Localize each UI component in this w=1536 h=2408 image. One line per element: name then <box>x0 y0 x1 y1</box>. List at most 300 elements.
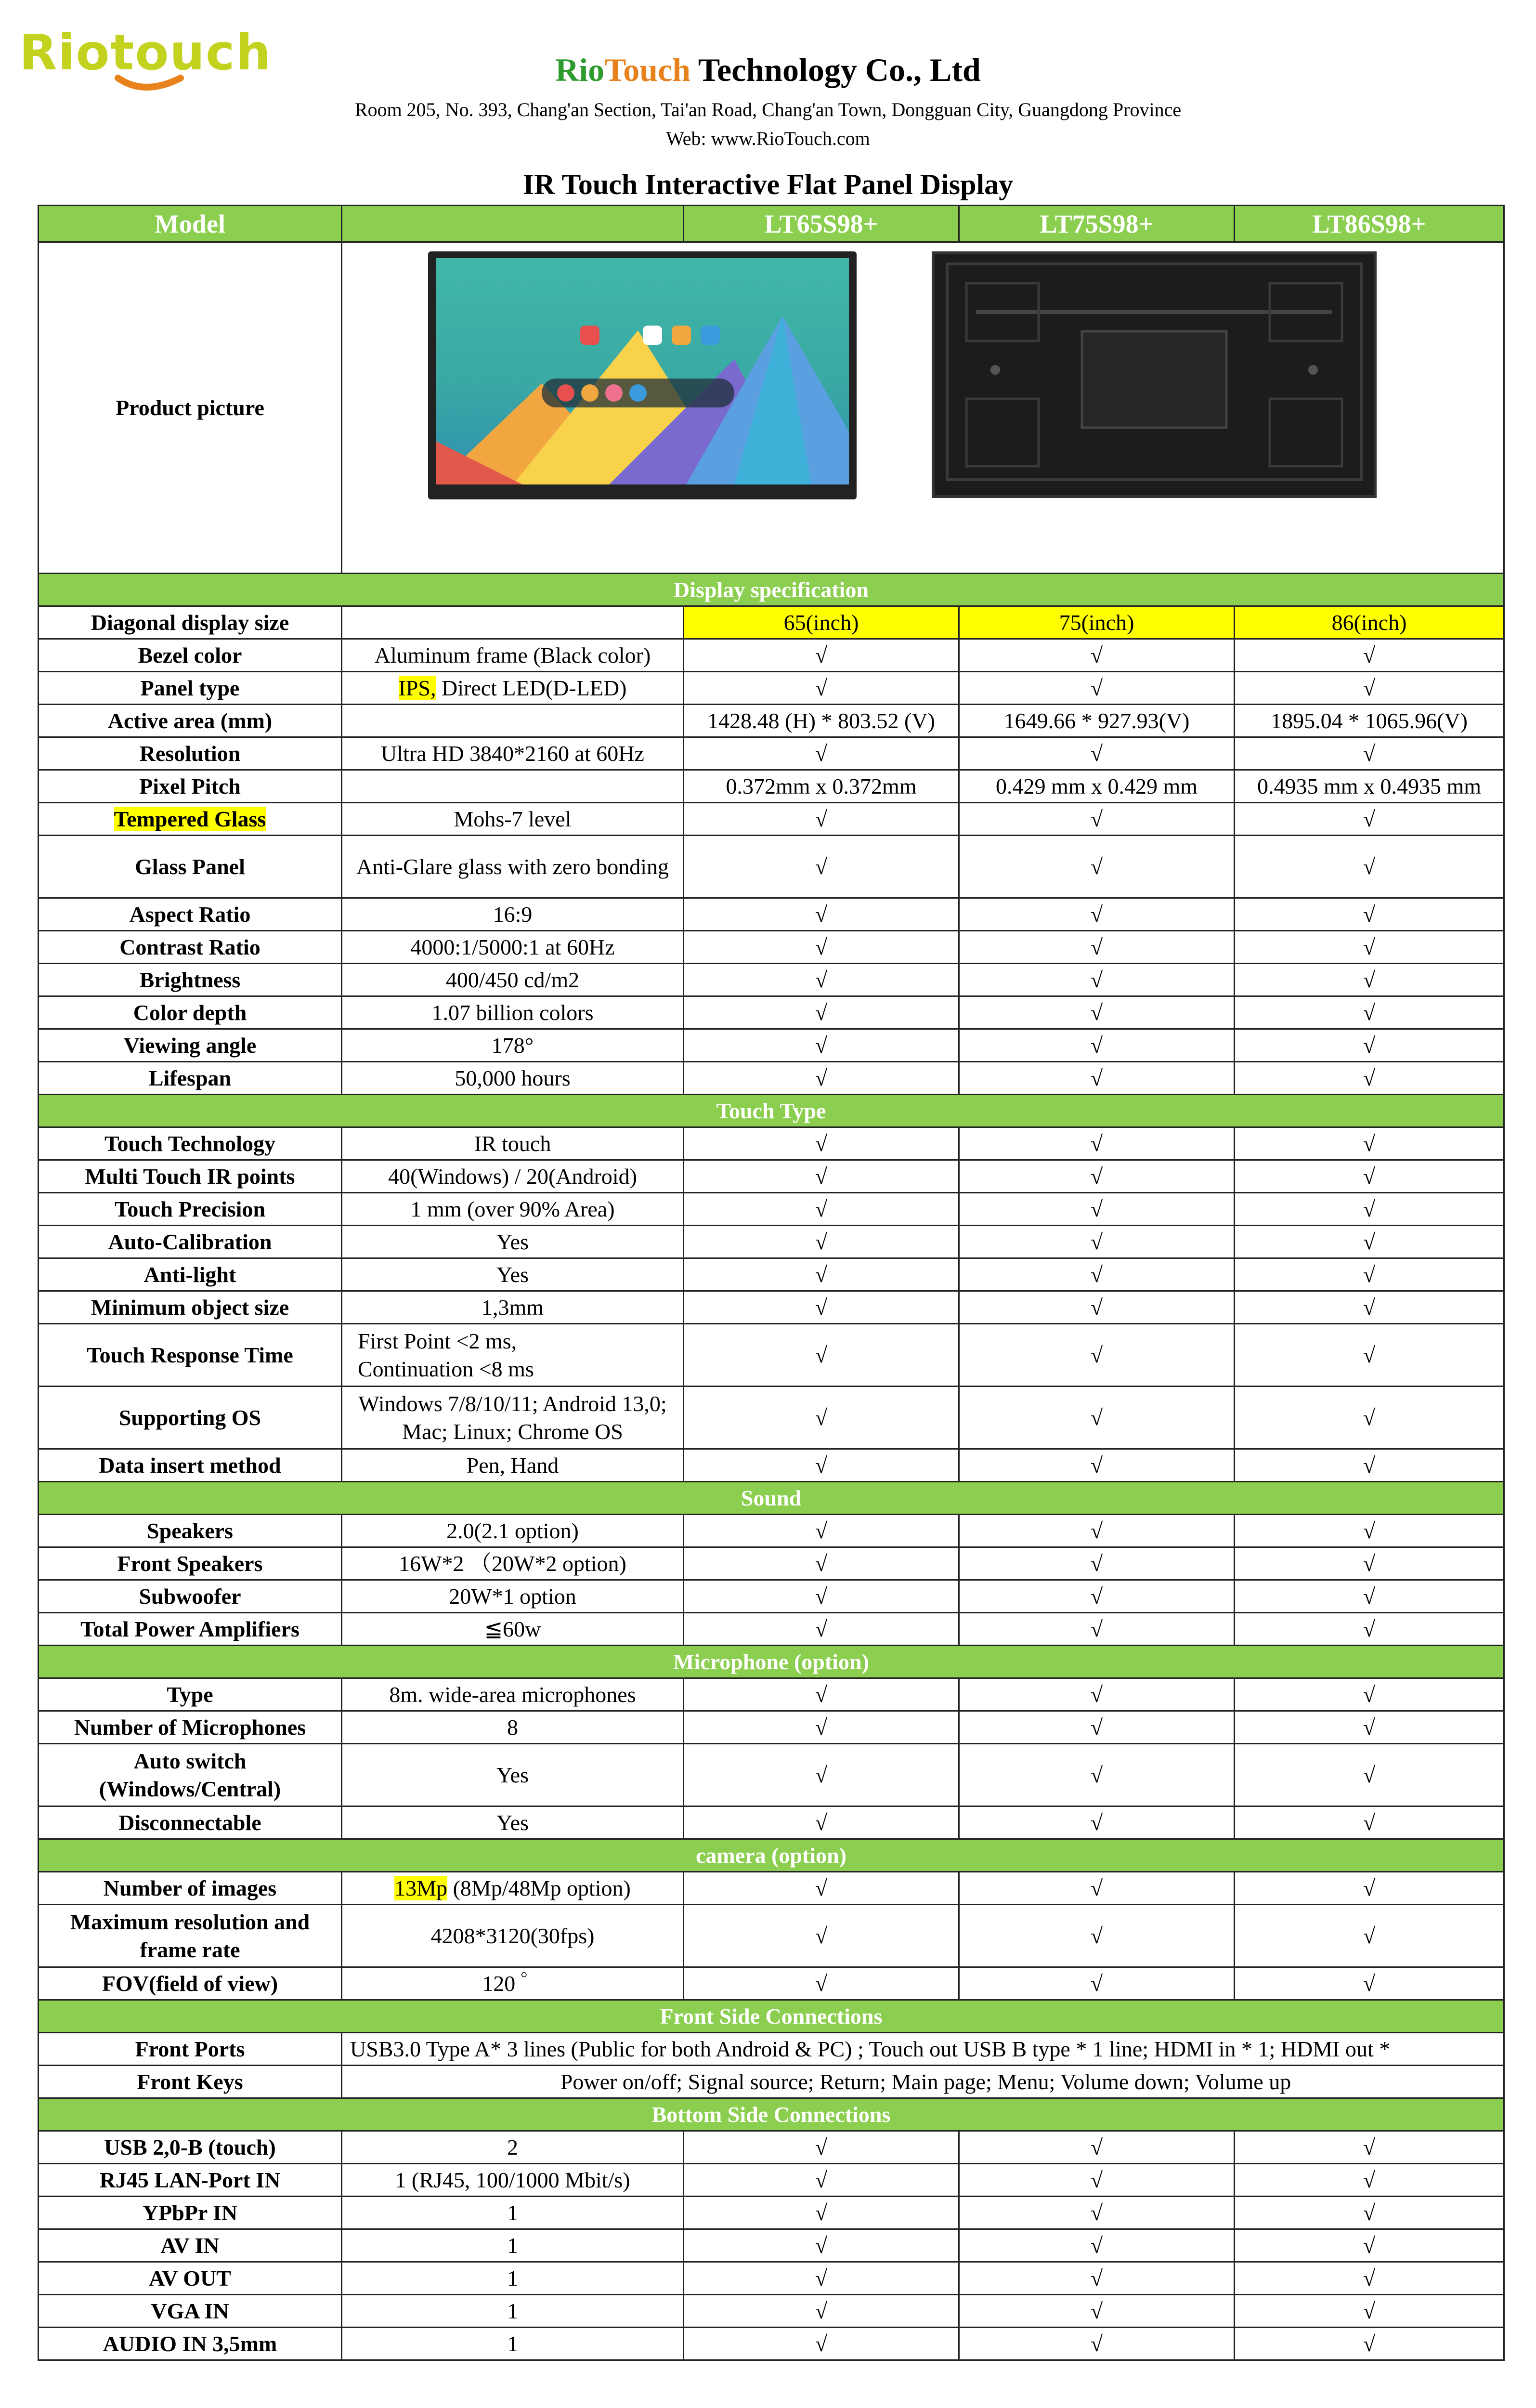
row-value-model-1: √ <box>684 2295 959 2328</box>
panel-back-icon <box>937 254 1371 489</box>
row-label: Front Keys <box>39 2066 342 2098</box>
row-description-text: 4000:1/5000:1 at 60Hz <box>410 934 615 959</box>
row-description <box>342 1387 684 1449</box>
row-description <box>342 1324 684 1387</box>
row-description-text: IR touch <box>474 1131 551 1156</box>
row-label: YPbPr IN <box>39 2197 342 2229</box>
row-label: Total Power Amplifiers <box>39 1613 342 1646</box>
row-value-model-3: 1895.04 * 1065.96(V) <box>1235 705 1504 737</box>
row-description-text: 8 <box>507 1714 518 1740</box>
row-label: Supporting OS <box>39 1387 342 1449</box>
row-value-model-3: √ <box>1235 898 1504 931</box>
row-label: Touch Precision <box>39 1193 342 1226</box>
row-value-model-2: √ <box>959 1226 1235 1258</box>
row-value-model-2: √ <box>959 1967 1235 2000</box>
spec-row <box>39 931 1504 964</box>
section-title: Bottom Side Connections <box>39 2098 1504 2131</box>
spec-row <box>39 1872 1504 1905</box>
row-value-model-1: √ <box>684 2229 959 2262</box>
row-description-line: Continuation <8 ms <box>358 1356 534 1381</box>
spec-row <box>39 1967 1504 2000</box>
spec-row <box>39 639 1504 672</box>
row-description <box>342 964 684 996</box>
row-value-model-1: √ <box>684 737 959 770</box>
document-title: IR Touch Interactive Flat Panel Display <box>522 169 1014 200</box>
row-description <box>342 2295 684 2328</box>
row-description-text: 1 <box>507 2265 518 2290</box>
row-description <box>342 1029 684 1062</box>
row-label: Active area (mm) <box>39 705 342 737</box>
row-value-model-1: √ <box>684 1324 959 1387</box>
row-value-model-1: 1428.48 (H) * 803.52 (V) <box>684 705 959 737</box>
row-description <box>342 836 684 898</box>
row-description-text: 50,000 hours <box>455 1065 571 1090</box>
row-value-model-2: √ <box>959 1160 1235 1193</box>
row-value-model-3: √ <box>1235 1678 1504 1711</box>
row-value-model-3: √ <box>1235 1062 1504 1095</box>
section-title: Display specification <box>39 574 1504 606</box>
row-value-model-1: √ <box>684 1226 959 1258</box>
row-description-text: 1 <box>507 2233 518 2258</box>
row-label: Auto switch (Windows/Central) <box>39 1744 342 1806</box>
spec-row <box>39 1193 1504 1226</box>
row-value-model-3: √ <box>1235 2197 1504 2229</box>
row-label: USB 2,0-B (touch) <box>39 2131 342 2164</box>
row-description <box>342 705 684 737</box>
row-description <box>342 803 684 836</box>
spec-row <box>39 2295 1504 2328</box>
spec-row <box>39 1905 1504 1967</box>
row-value-model-2: √ <box>959 1387 1235 1449</box>
row-value-model-2: √ <box>959 1744 1235 1806</box>
spec-row <box>39 2131 1504 2164</box>
row-value-model-2: √ <box>959 1613 1235 1646</box>
row-description <box>342 737 684 770</box>
spec-row <box>39 2262 1504 2295</box>
company-name-touch: Touch <box>604 52 691 88</box>
row-label: Disconnectable <box>39 1806 342 1839</box>
row-label: Type <box>39 1678 342 1711</box>
row-description <box>342 1226 684 1258</box>
row-value-model-1: √ <box>684 1160 959 1193</box>
row-description <box>342 1258 684 1291</box>
row-description <box>342 2164 684 2197</box>
row-description <box>342 1905 684 1967</box>
row-value-model-3: √ <box>1235 2328 1504 2360</box>
row-value-model-2: √ <box>959 2164 1235 2197</box>
row-description <box>342 606 684 639</box>
row-label: Front Speakers <box>39 1547 342 1580</box>
panel-back-image <box>932 251 1377 498</box>
section-header-row <box>39 574 1504 606</box>
row-label: Contrast Ratio <box>39 931 342 964</box>
spec-row <box>39 1226 1504 1258</box>
row-value-model-2: √ <box>959 996 1235 1029</box>
header-model-3: LT86S98+ <box>1235 206 1504 242</box>
row-label: AV OUT <box>39 2262 342 2295</box>
row-value-model-1: √ <box>684 2262 959 2295</box>
row-value-model-2: √ <box>959 803 1235 836</box>
row-description <box>342 1806 684 1839</box>
row-value-model-3: √ <box>1235 639 1504 672</box>
row-value-model-3: 0.4935 mm x 0.4935 mm <box>1235 770 1504 803</box>
row-description-text: Yes <box>496 1810 529 1835</box>
row-value-model-3: 86(inch) <box>1235 606 1504 639</box>
spec-row <box>39 1258 1504 1291</box>
row-value-model-3: √ <box>1235 2229 1504 2262</box>
row-value-model-1: √ <box>684 1613 959 1646</box>
header-model-1: LT65S98+ <box>684 206 959 242</box>
row-label: Resolution <box>39 737 342 770</box>
row-description <box>342 672 684 705</box>
row-description-text: 2.0(2.1 option) <box>446 1518 579 1543</box>
row-value-model-2: √ <box>959 1547 1235 1580</box>
row-description-text: 1 mm (over 90% Area) <box>410 1196 615 1221</box>
row-description <box>342 1547 684 1580</box>
panel-front-screen <box>436 258 849 484</box>
row-value-model-2: √ <box>959 2295 1235 2328</box>
row-description <box>342 2131 684 2164</box>
row-description-text: 1 <box>507 2200 518 2225</box>
spec-row <box>39 2164 1504 2197</box>
product-picture-cell <box>342 242 1504 574</box>
row-value-model-2: √ <box>959 1905 1235 1967</box>
spec-row <box>39 964 1504 996</box>
row-description <box>342 1291 684 1324</box>
row-value-model-2: √ <box>959 1515 1235 1547</box>
row-label: Multi Touch IR points <box>39 1160 342 1193</box>
spec-row <box>39 1062 1504 1095</box>
row-value-model-1: √ <box>684 1029 959 1062</box>
section-header-row <box>39 2000 1504 2033</box>
row-description <box>342 1515 684 1547</box>
row-value-model-3: √ <box>1235 1806 1504 1839</box>
spec-row <box>39 1029 1504 1062</box>
row-label: Touch Response Time <box>39 1324 342 1387</box>
row-value-model-3: √ <box>1235 2295 1504 2328</box>
row-label: Number of images <box>39 1872 342 1905</box>
row-value-model-2: √ <box>959 2328 1235 2360</box>
row-value-model-3: √ <box>1235 1905 1504 1967</box>
row-value-model-2: √ <box>959 2197 1235 2229</box>
row-label: Subwoofer <box>39 1580 342 1613</box>
row-description-text: Ultra HD 3840*2160 at 60Hz <box>381 741 644 766</box>
row-value-model-2: √ <box>959 639 1235 672</box>
row-value-model-1: √ <box>684 1258 959 1291</box>
spec-row <box>39 606 1504 639</box>
row-label: Diagonal display size <box>39 606 342 639</box>
row-description-text: Yes <box>496 1229 529 1254</box>
row-description-text: Windows 7/8/10/11; Android 13,0; Mac; Linux; Chrome OS <box>358 1391 667 1444</box>
company-web: Web: www.RioTouch.com <box>666 128 870 149</box>
row-description <box>342 770 684 803</box>
row-description-line: First Point <2 ms, <box>358 1328 517 1353</box>
row-label: VGA IN <box>39 2295 342 2328</box>
row-value-model-2: √ <box>959 1324 1235 1387</box>
row-value-model-1: √ <box>684 1127 959 1160</box>
row-value-model-3: √ <box>1235 2131 1504 2164</box>
spec-row <box>39 2066 1504 2098</box>
row-value-model-1: √ <box>684 964 959 996</box>
company-name <box>0 48 1536 92</box>
row-value-model-1: √ <box>684 1193 959 1226</box>
row-span-value: USB3.0 Type A* 3 lines (Public for both Android & PC) ; Touch out USB B type * 1 line; HDMI in * 1; HDMI out * <box>342 2033 1504 2066</box>
row-value-model-1: √ <box>684 1678 959 1711</box>
row-description-text: 400/450 cd/m2 <box>445 967 580 992</box>
row-value-model-2: √ <box>959 1449 1235 1482</box>
spec-row <box>39 1580 1504 1613</box>
row-description-text: Anti-Glare glass with zero bonding <box>356 854 669 879</box>
spec-row <box>39 1160 1504 1193</box>
row-value-model-2: √ <box>959 1193 1235 1226</box>
row-description-text: 20W*1 option <box>449 1584 576 1609</box>
row-description-text: 1 <box>507 2331 518 2356</box>
row-description-text: (8Mp/48Mp option) <box>447 1875 631 1900</box>
spec-row <box>39 2033 1504 2066</box>
row-value-model-2: √ <box>959 1258 1235 1291</box>
row-value-model-3: √ <box>1235 737 1504 770</box>
row-label: Speakers <box>39 1515 342 1547</box>
row-value-model-3: √ <box>1235 1226 1504 1258</box>
row-value-model-3: √ <box>1235 1324 1504 1387</box>
spec-row <box>39 1291 1504 1324</box>
row-description-text: 8m. wide-area microphones <box>389 1682 636 1707</box>
row-description-text: 1 <box>507 2298 518 2323</box>
row-description-highlight: 13Mp <box>394 1875 448 1900</box>
row-value-model-1: √ <box>684 1806 959 1839</box>
row-description-text: 1.07 billion colors <box>431 1000 594 1025</box>
spec-row <box>39 836 1504 898</box>
row-value-model-2: √ <box>959 898 1235 931</box>
row-value-model-3: √ <box>1235 1967 1504 2000</box>
row-value-model-1: √ <box>684 1449 959 1482</box>
row-value-model-2: √ <box>959 2262 1235 2295</box>
row-value-model-2: √ <box>959 1291 1235 1324</box>
row-value-model-3: √ <box>1235 1160 1504 1193</box>
product-picture-label: Product picture <box>39 242 342 574</box>
spec-row <box>39 1127 1504 1160</box>
spec-row <box>39 1387 1504 1449</box>
spec-table <box>38 205 1505 2361</box>
row-description-text: Yes <box>496 1262 529 1287</box>
spec-row <box>39 1449 1504 1482</box>
row-value-model-1: √ <box>684 898 959 931</box>
row-value-model-2: √ <box>959 2131 1235 2164</box>
row-value-model-3: √ <box>1235 1127 1504 1160</box>
row-value-model-3: √ <box>1235 931 1504 964</box>
row-value-model-2: √ <box>959 1062 1235 1095</box>
row-value-model-3: √ <box>1235 672 1504 705</box>
row-label: Front Ports <box>39 2033 342 2066</box>
row-value-model-1: √ <box>684 2328 959 2360</box>
row-span-value: Power on/off; Signal source; Return; Main page; Menu; Volume down; Volume up <box>342 2066 1504 2098</box>
product-picture-row <box>39 242 1504 574</box>
spec-row <box>39 2197 1504 2229</box>
row-label: AV IN <box>39 2229 342 2262</box>
row-value-model-3: √ <box>1235 1449 1504 1482</box>
row-value-model-1: √ <box>684 672 959 705</box>
row-description-highlight: IPS, <box>398 675 436 700</box>
row-label: Minimum object size <box>39 1291 342 1324</box>
row-value-model-2: √ <box>959 2229 1235 2262</box>
row-label: Pixel Pitch <box>39 770 342 803</box>
row-description <box>342 1678 684 1711</box>
row-value-model-2: √ <box>959 737 1235 770</box>
row-value-model-3: √ <box>1235 1387 1504 1449</box>
row-description-text: 4208*3120(30fps) <box>430 1923 595 1948</box>
row-value-model-3: √ <box>1235 2262 1504 2295</box>
row-value-model-1: √ <box>684 2197 959 2229</box>
table-header-row <box>39 206 1504 242</box>
row-description-text: Yes <box>496 1762 529 1787</box>
row-label: Touch Technology <box>39 1127 342 1160</box>
row-description-text: Aluminum frame (Black color) <box>374 642 651 667</box>
row-value-model-3: √ <box>1235 836 1504 898</box>
row-description <box>342 639 684 672</box>
row-description <box>342 1613 684 1646</box>
row-value-model-1: 0.372mm x 0.372mm <box>684 770 959 803</box>
row-value-model-2: 0.429 mm x 0.429 mm <box>959 770 1235 803</box>
row-description-text: Direct LED(D-LED) <box>436 675 627 700</box>
row-label: Viewing angle <box>39 1029 342 1062</box>
logo-text: Riotouch <box>19 24 272 81</box>
spec-row <box>39 1324 1504 1387</box>
company-name-rio: Rio <box>555 52 605 88</box>
section-header-row <box>39 1482 1504 1515</box>
company-address: Room 205, No. 393, Chang'an Section, Tai'an Road, Chang'an Town, Dongguan City, Guangdong Province <box>354 99 1182 120</box>
row-value-model-2: √ <box>959 836 1235 898</box>
row-description <box>342 1449 684 1482</box>
row-value-model-1: √ <box>684 1967 959 2000</box>
row-value-model-1: √ <box>684 1744 959 1806</box>
row-description-text: 16:9 <box>493 902 533 927</box>
section-title: Touch Type <box>39 1095 1504 1127</box>
row-value-model-1: √ <box>684 1515 959 1547</box>
row-value-model-2: √ <box>959 1711 1235 1744</box>
row-value-model-1: √ <box>684 639 959 672</box>
row-description-text: 178° <box>491 1033 534 1058</box>
row-description <box>342 1872 684 1905</box>
row-description <box>342 1967 684 2000</box>
row-value-model-3: √ <box>1235 1744 1504 1806</box>
row-value-model-3: √ <box>1235 964 1504 996</box>
row-label: Bezel color <box>39 639 342 672</box>
row-label: Brightness <box>39 964 342 996</box>
section-header-row <box>39 1095 1504 1127</box>
section-header-row <box>39 2098 1504 2131</box>
row-label: Anti-light <box>39 1258 342 1291</box>
row-description <box>342 2229 684 2262</box>
row-value-model-2: 1649.66 * 927.93(V) <box>959 705 1235 737</box>
spec-row <box>39 803 1504 836</box>
row-label: Color depth <box>39 996 342 1029</box>
row-description <box>342 1062 684 1095</box>
header-blank <box>342 206 684 242</box>
section-header-row <box>39 1839 1504 1872</box>
row-value-model-1: √ <box>684 2164 959 2197</box>
row-description <box>342 1160 684 1193</box>
row-description-text: 2 <box>507 2134 518 2159</box>
row-description <box>342 1193 684 1226</box>
screen-wallpaper-icon <box>436 258 849 484</box>
row-value-model-3: √ <box>1235 1291 1504 1324</box>
row-value-model-1: √ <box>684 1905 959 1967</box>
row-label: Glass Panel <box>39 836 342 898</box>
row-description <box>342 898 684 931</box>
row-description <box>342 1580 684 1613</box>
row-description-text: 120 ゜ <box>482 1971 543 1996</box>
row-label: Maximum resolution and frame rate <box>39 1905 342 1967</box>
row-value-model-2: √ <box>959 1872 1235 1905</box>
spec-row <box>39 1515 1504 1547</box>
row-value-model-1: √ <box>684 1711 959 1744</box>
row-label-highlight: Tempered Glass <box>114 806 266 831</box>
row-value-model-3: √ <box>1235 1580 1504 1613</box>
row-value-model-1: √ <box>684 1872 959 1905</box>
row-description-text: 1 (RJ45, 100/1000 Mbit/s) <box>395 2167 630 2192</box>
panel-front-image <box>428 251 857 499</box>
spec-row <box>39 1744 1504 1806</box>
spec-row <box>39 2328 1504 2360</box>
row-value-model-2: √ <box>959 1678 1235 1711</box>
row-value-model-3: √ <box>1235 1711 1504 1744</box>
row-value-model-3: √ <box>1235 1547 1504 1580</box>
row-value-model-1: √ <box>684 1291 959 1324</box>
row-value-model-2: √ <box>959 1127 1235 1160</box>
spec-row <box>39 737 1504 770</box>
row-description <box>342 931 684 964</box>
row-value-model-1: √ <box>684 1580 959 1613</box>
row-description-text: 40(Windows) / 20(Android) <box>388 1164 637 1189</box>
spec-row <box>39 898 1504 931</box>
row-description <box>342 1744 684 1806</box>
row-value-model-1: √ <box>684 1547 959 1580</box>
row-value-model-3: √ <box>1235 2164 1504 2197</box>
row-description-text: Pen, Hand <box>466 1453 559 1478</box>
spec-row <box>39 672 1504 705</box>
row-label <box>39 803 342 836</box>
row-description-text: 1,3mm <box>481 1295 544 1320</box>
spec-row <box>39 996 1504 1029</box>
row-description <box>342 2197 684 2229</box>
row-description-text: Mohs-7 level <box>454 806 572 831</box>
row-value-model-1: √ <box>684 803 959 836</box>
row-description <box>342 1711 684 1744</box>
row-label: Auto-Calibration <box>39 1226 342 1258</box>
spec-row <box>39 1613 1504 1646</box>
row-value-model-2: 75(inch) <box>959 606 1235 639</box>
section-title: Sound <box>39 1482 1504 1515</box>
row-value-model-1: √ <box>684 1387 959 1449</box>
row-label: Lifespan <box>39 1062 342 1095</box>
company-name-rest: Technology Co., Ltd <box>690 52 981 88</box>
row-value-model-1: √ <box>684 1062 959 1095</box>
row-value-model-1: √ <box>684 836 959 898</box>
row-value-model-2: √ <box>959 672 1235 705</box>
row-value-model-2: √ <box>959 1806 1235 1839</box>
spec-row <box>39 2229 1504 2262</box>
row-value-model-2: √ <box>959 1029 1235 1062</box>
row-description-text: ≦60w <box>484 1616 541 1641</box>
row-value-model-1: √ <box>684 996 959 1029</box>
spec-row <box>39 1678 1504 1711</box>
row-label: Aspect Ratio <box>39 898 342 931</box>
row-label: FOV(field of view) <box>39 1967 342 2000</box>
section-title: Microphone (option) <box>39 1646 1504 1678</box>
section-title: camera (option) <box>39 1839 1504 1872</box>
row-label: Panel type <box>39 672 342 705</box>
spec-row <box>39 770 1504 803</box>
